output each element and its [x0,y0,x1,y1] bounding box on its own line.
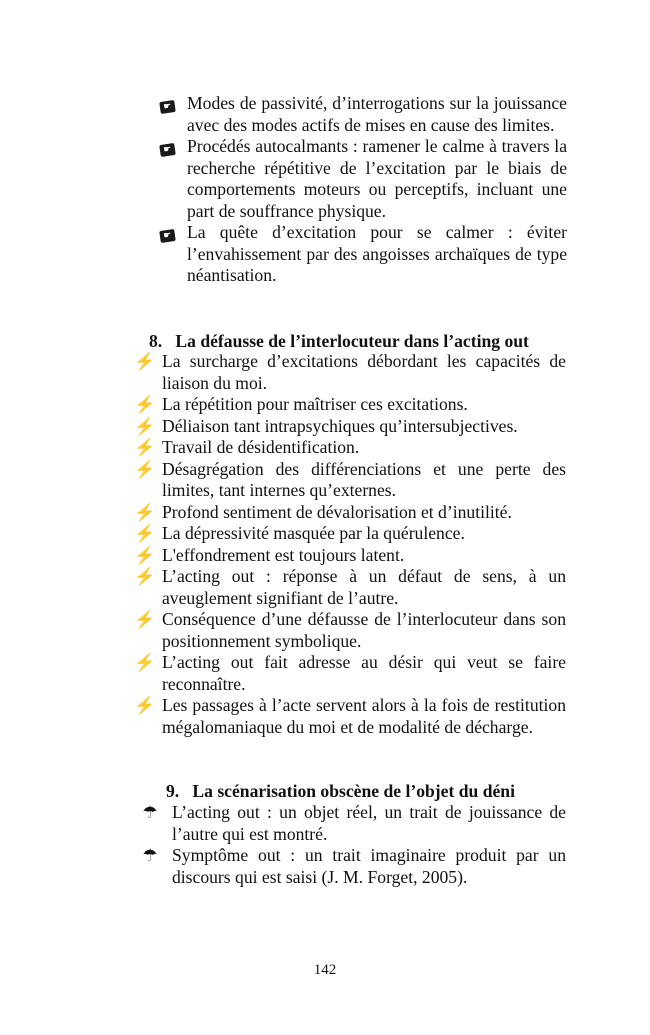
list-item [134,523,566,545]
list-item-text: La dépressivité masquée par la quérulence. [162,523,465,543]
list-item-text: Symptôme out : un trait imaginaire produit par un discours qui est saisi (J. M. Forget, 2005). [172,845,566,887]
lightning-icon: ⚡ [134,696,156,715]
list-item-text: Déliaison tant intrapsychiques qu’intersubjectives. [162,415,518,436]
list-item-text: La répétition pour maîtriser ces excitations. [162,394,468,414]
list-item [134,609,566,652]
list-item-text: Travail de désidentification. [162,437,360,457]
list-item-text: La quête d’excitation pour se calmer : éviter l’envahissement par des angoisses archaïques de type néantisation. [187,222,567,285]
list-item [142,802,566,845]
list-item [134,437,566,459]
list-item-text: Profond sentiment de dévalorisation et d’inutilité. [162,501,512,522]
mushroom-icon: ☂ [142,846,158,865]
list-item-text: La surcharge d’excitations débordant les capacités de liaison du moi. [162,351,566,393]
hand-pointer-icon: ☛ [157,136,177,158]
list-item-text: Modes de passivité, d’interrogations sur la jouissance avec des modes actifs de mises en cause des limites. [187,93,567,135]
list-item-text: Conséquence d’une défausse de l’interlocuteur dans son positionnement symbolique. [162,609,566,651]
list-item-text: Procédés autocalmants : ramener le calme à travers la recherche répétitive de l’excitation par le biais de comportements moteurs ou perceptifs, incluant une part de souffrance physique. [187,136,567,221]
list-item [162,136,567,222]
lightning-icon: ⚡ [134,610,156,629]
lightning-icon: ⚡ [134,395,156,414]
list-item [134,415,566,438]
lightning-icon: ⚡ [134,567,156,586]
section-heading-8: 8. La défausse de l’interlocuteur dans l’acting out [149,331,529,351]
list-item [142,845,566,888]
list-item-text: Désagrégation des différenciations et une perte des limites, tant internes qu’externes. [162,458,566,500]
list-item [134,544,566,567]
lightning-icon: ⚡ [134,653,156,672]
lightning-icon: ⚡ [134,545,156,565]
list-item [134,695,566,738]
hand-pointer-icon: ☛ [157,222,177,244]
list-item-text: Les passages à l’acte servent alors à la fois de restitution mégalomaniaque du moi et de modalité de décharge. [162,695,566,737]
lightning-icon: ⚡ [134,352,156,371]
bullet-list-section-9 [142,802,566,888]
list-item [162,222,567,287]
lightning-icon: ⚡ [134,502,156,522]
list-item-text: L’acting out fait adresse au désir qui veut se faire reconnaître. [162,652,566,694]
list-item [134,652,566,695]
list-item [134,566,566,609]
list-item-text: L’acting out : un objet réel, un trait de jouissance de l’autre qui est montré. [172,802,566,844]
list-item [162,93,567,136]
lightning-icon: ⚡ [134,416,156,436]
page-number: 142 [313,962,337,978]
bullet-list-section-8 [134,351,566,738]
lightning-icon: ⚡ [134,524,156,543]
hand-pointer-icon: ☛ [157,93,177,115]
mushroom-icon: ☂ [142,803,158,822]
section-heading-9: 9. La scénarisation obscène de l’objet du déni [166,781,515,801]
list-item [134,351,566,394]
list-item [134,394,566,416]
list-item [134,458,566,502]
list-item [134,501,566,524]
bullet-list-top [162,93,567,287]
list-item-text: L’acting out : réponse à un défaut de sens, à un aveuglement signifiant de l’autre. [162,566,566,608]
lightning-icon: ⚡ [134,438,156,457]
list-item-text: L'effondrement est toujours latent. [162,544,405,565]
lightning-icon: ⚡ [134,459,156,479]
